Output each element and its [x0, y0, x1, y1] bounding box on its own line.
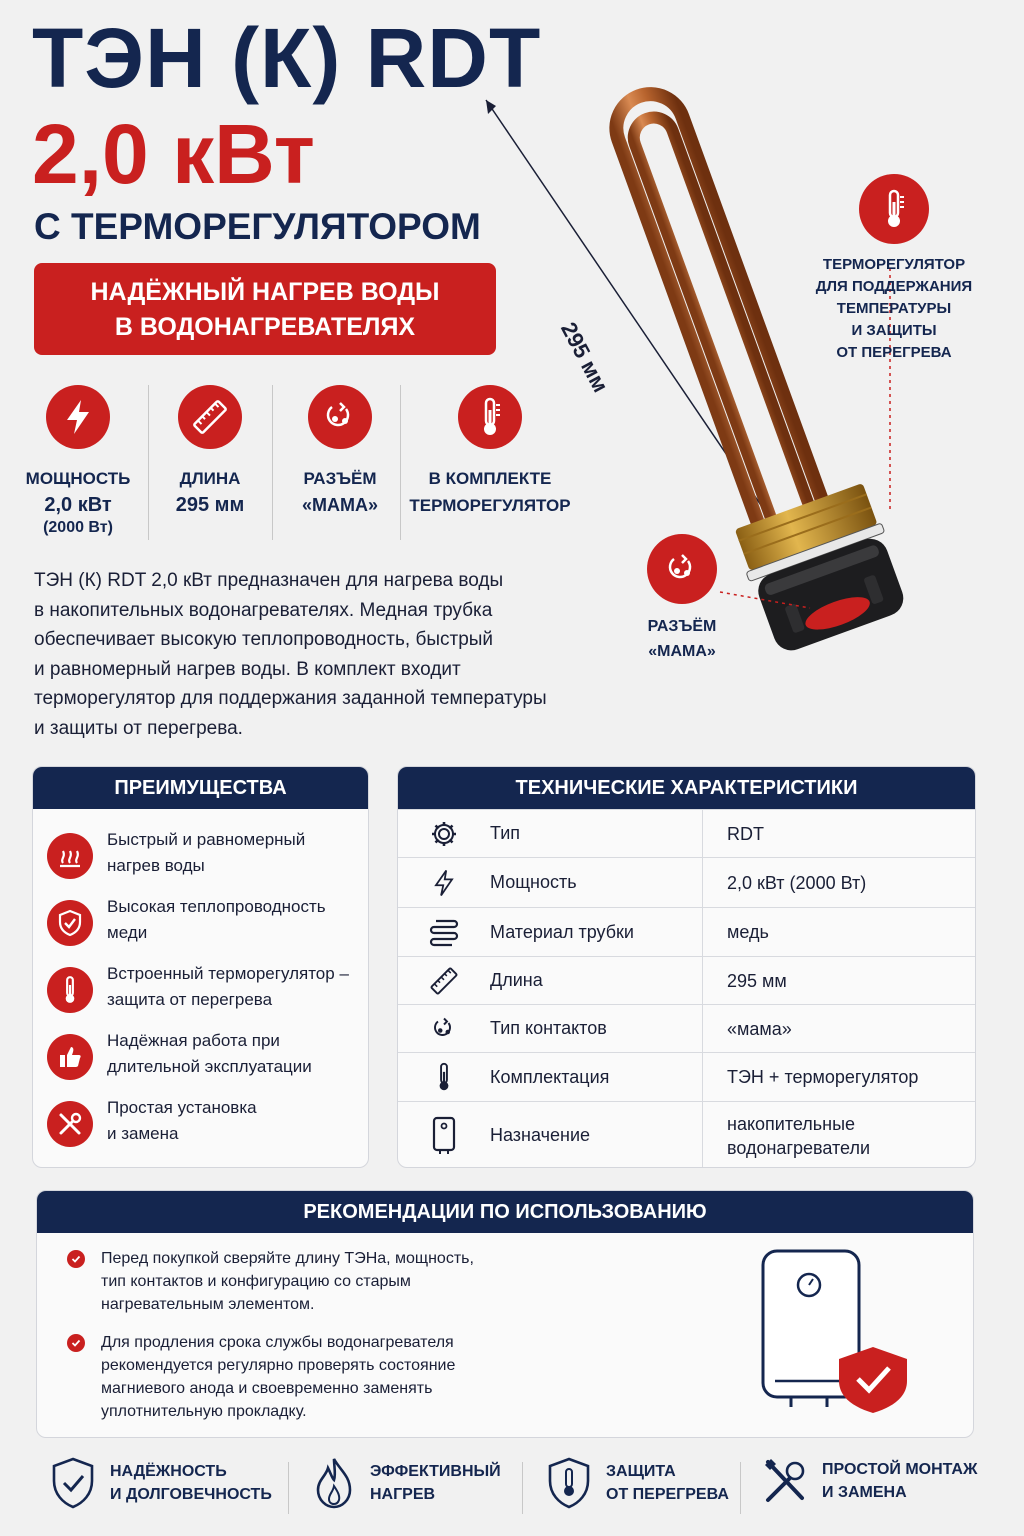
tools-icon: [47, 1101, 93, 1147]
thermometer-icon: [47, 967, 93, 1013]
shield-thermometer-icon: [546, 1456, 592, 1510]
advantage-item: [47, 1031, 312, 1080]
recommendation-line: нагревательным элементом.: [101, 1296, 315, 1313]
heat-waves-icon: [47, 833, 93, 879]
badge-line: НАДЁЖНОСТЬ: [110, 1463, 227, 1480]
callout-thermostat-line: ДЛЯ ПОДДЕРЖАНИЯ: [815, 278, 973, 295]
advantage-line: и замена: [107, 1124, 179, 1143]
specs-title: ТЕХНИЧЕСКИЕ ХАРАКТЕРИСТИКИ: [398, 767, 975, 809]
badge-overheat-protection: [546, 1456, 729, 1510]
feature-kit-label: В КОМПЛЕКТЕ: [428, 469, 552, 488]
thermometer-icon: [398, 1061, 490, 1093]
badge-reliability: [50, 1456, 272, 1510]
description-line: и равномерный нагрев воды. В комплект входит: [34, 658, 461, 680]
badge-easy-install: [762, 1456, 977, 1506]
spec-value: «мама»: [702, 1005, 976, 1052]
recommendation-line: уплотнительную прокладку.: [101, 1403, 307, 1420]
spec-row: [398, 1004, 976, 1052]
advantage-item: [47, 964, 349, 1013]
description-line: обеспечивает высокую теплопроводность, быстрый: [34, 629, 494, 650]
product-title: ТЭН (К) RDT: [32, 11, 542, 105]
recommendation-line: рекомендуется регулярно проверять состояние: [101, 1357, 456, 1374]
divider: [272, 385, 273, 540]
product-subtitle: С ТЕРМОРЕГУЛЯТОРОМ: [34, 206, 481, 247]
recommendation-item: [67, 1247, 474, 1316]
badge-efficient-heating: [312, 1456, 501, 1510]
feature-length-value: 295 мм: [175, 494, 245, 516]
callout-thermostat-line: ТЕРМОРЕГУЛЯТОР: [822, 256, 966, 273]
tools-icon: [762, 1456, 808, 1506]
specs-panel: [397, 766, 976, 1168]
feature-kit-value: ТЕРМОРЕГУЛЯТОР: [409, 496, 571, 515]
feature-connector-value: «МАМА»: [301, 495, 378, 515]
advantage-line: нагрев воды: [107, 856, 205, 875]
badge-line: И ДОЛГОВЕЧНОСТЬ: [110, 1486, 272, 1503]
callout-thermostat-line: И ЗАЩИТЫ: [851, 322, 937, 339]
spec-value: ТЭН + терморегулятор: [702, 1053, 976, 1101]
flame-icon: [312, 1456, 356, 1510]
badge-line: НАГРЕВ: [370, 1486, 436, 1503]
spec-row: [398, 857, 976, 907]
divider: [288, 1462, 289, 1514]
callout-connector: [630, 534, 734, 664]
advantage-line: защита от перегрева: [107, 990, 273, 1009]
water-heater-shield-icon: [755, 1247, 925, 1417]
advantage-line: длительной эксплуатации: [107, 1057, 312, 1076]
spec-key: Тип контактов: [490, 1018, 607, 1038]
length-dimension-label: 295 мм: [555, 318, 614, 397]
recommendations-panel: [36, 1190, 974, 1438]
spec-key: Комплектация: [490, 1066, 610, 1087]
advantage-line: меди: [107, 923, 148, 942]
description-line: в накопительных водонагревателях. Медная трубка: [34, 599, 493, 621]
recommendation-line: магниевого анода и своевременно заменять: [101, 1380, 433, 1397]
callout-thermostat-line: ТЕМПЕРАТУРЫ: [836, 300, 952, 317]
spec-value: медь: [702, 908, 976, 956]
ruler-icon: [398, 965, 490, 997]
spec-key: Мощность: [490, 872, 577, 892]
advantages-title: ПРЕИМУЩЕСТВА: [33, 767, 368, 809]
spec-row: [398, 1101, 976, 1168]
feature-connector: [284, 385, 396, 519]
spec-value-line: водонагреватели: [727, 1137, 871, 1158]
advantage-line: Встроенный терморегулятор –: [107, 964, 349, 983]
ruler-icon: [178, 385, 242, 449]
tagline-line-2: В ВОДОНАГРЕВАТЕЛЯХ: [114, 313, 416, 341]
connector-icon: [398, 1014, 490, 1044]
check-icon: [67, 1250, 85, 1268]
shield-check-icon: [47, 900, 93, 946]
spec-row: [398, 1052, 976, 1101]
advantage-line: Высокая теплопроводность: [107, 897, 326, 916]
coil-icon: [398, 917, 490, 947]
feature-power-watts: (2000 Вт): [43, 519, 113, 536]
product-power: 2,0 кВт: [32, 107, 315, 201]
advantage-item: [47, 1098, 257, 1147]
spec-row: [398, 809, 976, 857]
callout-thermostat: [806, 174, 982, 364]
spec-key: Длина: [490, 970, 543, 990]
description-line: и защиты от перегрева.: [34, 717, 243, 739]
gear-icon: [398, 819, 490, 849]
thermometer-icon: [859, 174, 929, 244]
shield-check-icon: [50, 1456, 96, 1510]
badge-line: ЭФФЕКТИВНЫЙ: [370, 1463, 501, 1480]
check-icon: [67, 1334, 85, 1352]
spec-value: [702, 1102, 976, 1168]
badge-line: ЗАЩИТА: [606, 1463, 676, 1480]
divider: [522, 1462, 523, 1514]
spec-value: 2,0 кВт (2000 Вт): [702, 858, 976, 907]
lightning-icon: [46, 385, 110, 449]
recommendations-title: РЕКОМЕНДАЦИИ ПО ИСПОЛЬЗОВАНИЮ: [37, 1191, 973, 1233]
feature-length: [160, 385, 260, 519]
advantages-panel: [32, 766, 369, 1168]
advantage-item: [47, 830, 306, 879]
feature-length-label: ДЛИНА: [179, 469, 241, 488]
advantage-item: [47, 897, 326, 946]
spec-row: [398, 956, 976, 1004]
spec-key: Материал трубки: [490, 921, 634, 942]
recommendation-line: Для продления срока службы водонагревателя: [101, 1334, 454, 1351]
advantage-line: Простая установка: [107, 1098, 257, 1117]
badge-line: ПРОСТОЙ МОНТАЖ: [822, 1461, 978, 1478]
description-line: терморегулятор для поддержания заданной температуры: [34, 688, 547, 709]
spec-value-line: накопительные: [727, 1113, 856, 1134]
thumbs-up-icon: [47, 1034, 93, 1080]
feature-power: [22, 385, 134, 537]
spec-key: Назначение: [490, 1125, 591, 1145]
divider: [148, 385, 149, 540]
heating-element-illustration: [470, 40, 1024, 720]
recommendation-line: Перед покупкой сверяйте длину ТЭНа, мощность,: [101, 1250, 474, 1267]
advantage-line: Надёжная работа при: [107, 1031, 280, 1050]
recommendation-line: тип контактов и конфигурацию со старым: [101, 1273, 411, 1290]
spec-value: 295 мм: [702, 957, 976, 1004]
feature-power-value: 2,0 кВт: [44, 494, 112, 516]
spec-row: [398, 907, 976, 956]
badge-line: И ЗАМЕНА: [822, 1484, 907, 1501]
divider: [740, 1462, 741, 1514]
tagline-line-1: НАДЁЖНЫЙ НАГРЕВ ВОДЫ: [90, 278, 440, 306]
connector-icon: [308, 385, 372, 449]
description-line: ТЭН (К) RDT 2,0 кВт предназначен для нагрева воды: [34, 570, 504, 591]
callout-connector-line: «МАМА»: [648, 643, 716, 660]
spec-value: RDT: [702, 810, 976, 857]
feature-connector-label: РАЗЪЁМ: [303, 469, 377, 488]
boiler-icon: [398, 1116, 490, 1156]
feature-power-label: МОЩНОСТЬ: [25, 469, 131, 488]
advantage-line: Быстрый и равномерный: [107, 830, 306, 849]
tagline-banner: [34, 263, 496, 355]
lightning-icon: [398, 868, 490, 898]
badge-line: ОТ ПЕРЕГРЕВА: [606, 1486, 729, 1503]
spec-key: Тип: [490, 823, 521, 843]
callout-thermostat-line: ОТ ПЕРЕГРЕВА: [836, 344, 952, 361]
callout-connector-line: РАЗЪЁМ: [647, 618, 717, 635]
divider: [400, 385, 401, 540]
connector-icon: [647, 534, 717, 604]
recommendation-item: [67, 1331, 455, 1423]
